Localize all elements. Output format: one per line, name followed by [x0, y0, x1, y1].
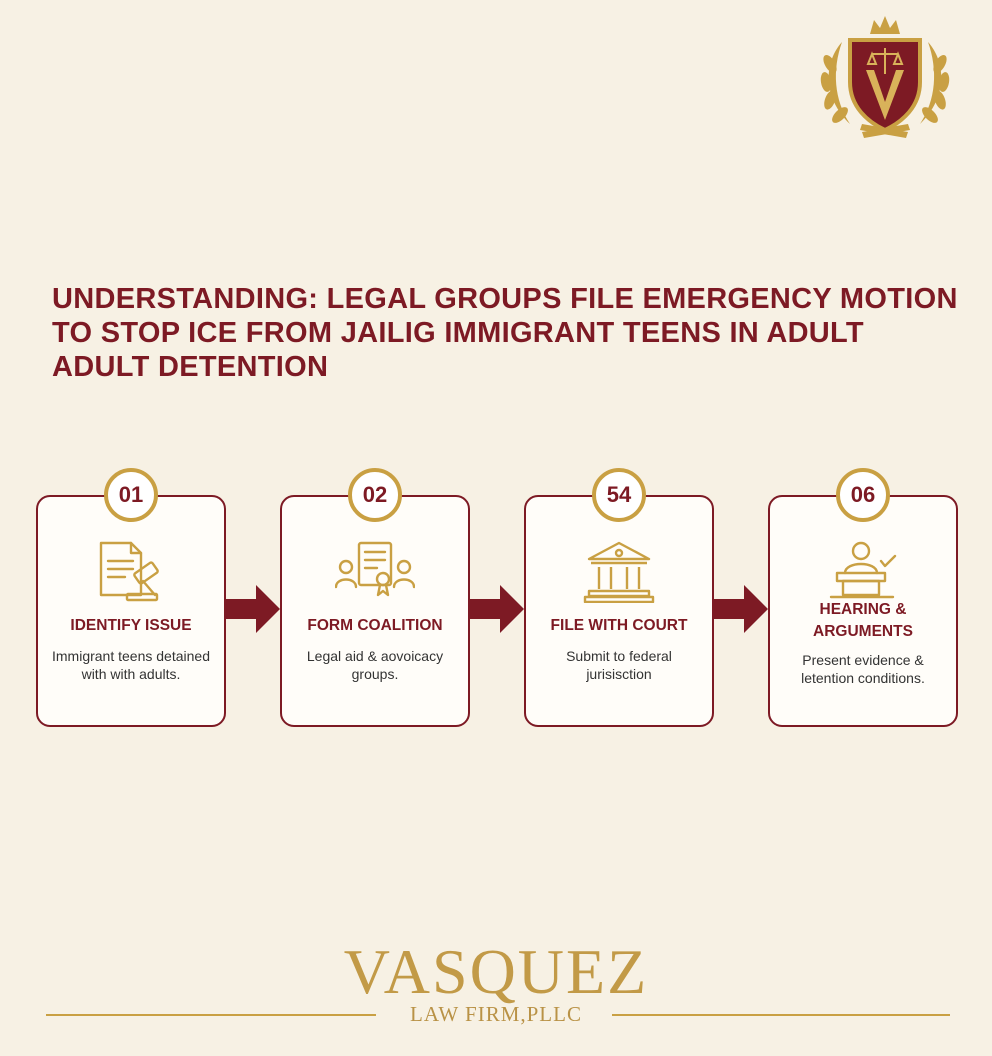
- step-number-badge: 01: [104, 468, 158, 522]
- step-description: Legal aid & aovoicacy groups.: [306, 648, 444, 682]
- arrow-right-icon: [470, 585, 524, 633]
- step-card-2: [280, 495, 470, 727]
- step-number-badge: 06: [836, 468, 890, 522]
- step-label: IDENTIFY ISSUE: [70, 617, 192, 634]
- step-label: FORM COALITION: [307, 617, 443, 634]
- judge-podium-icon: [823, 539, 903, 603]
- title-line-1: UNDERSTANDING: LEGAL GROUPS FILE EMERGENCY MOTION: [52, 283, 958, 315]
- step-card-4: [768, 495, 958, 727]
- step-description: Immigrant teens detained with with adults.: [52, 648, 210, 682]
- step-number-badge: 02: [348, 468, 402, 522]
- step-description: Present evidence & letention conditions.: [801, 652, 925, 686]
- brand-subtitle: LAW FIRM,PLLC: [410, 1002, 582, 1026]
- step-description: Submit to federal jurisisction: [566, 648, 672, 682]
- coalition-certificate-icon: [335, 539, 415, 603]
- step-label: FILE WITH COURT: [550, 617, 688, 634]
- document-gavel-icon: [91, 539, 171, 603]
- title-line-3: ADULT DETENTION: [52, 351, 329, 383]
- step-card-3: [524, 495, 714, 727]
- page-title: [52, 282, 958, 384]
- courthouse-icon: [579, 539, 659, 603]
- brand-name: VASQUEZ: [343, 936, 649, 1007]
- step-label: HEARING & ARGUMENTS: [813, 601, 913, 640]
- step-card-1: [36, 495, 226, 727]
- arrow-right-icon: [714, 585, 768, 633]
- step-number-badge: 54: [592, 468, 646, 522]
- title-line-2: TO STOP ICE FROM JAILIG IMMIGRANT TEENS IN ADULT: [52, 317, 864, 349]
- arrow-right-icon: [226, 585, 280, 633]
- crest-logo-icon: [812, 12, 958, 142]
